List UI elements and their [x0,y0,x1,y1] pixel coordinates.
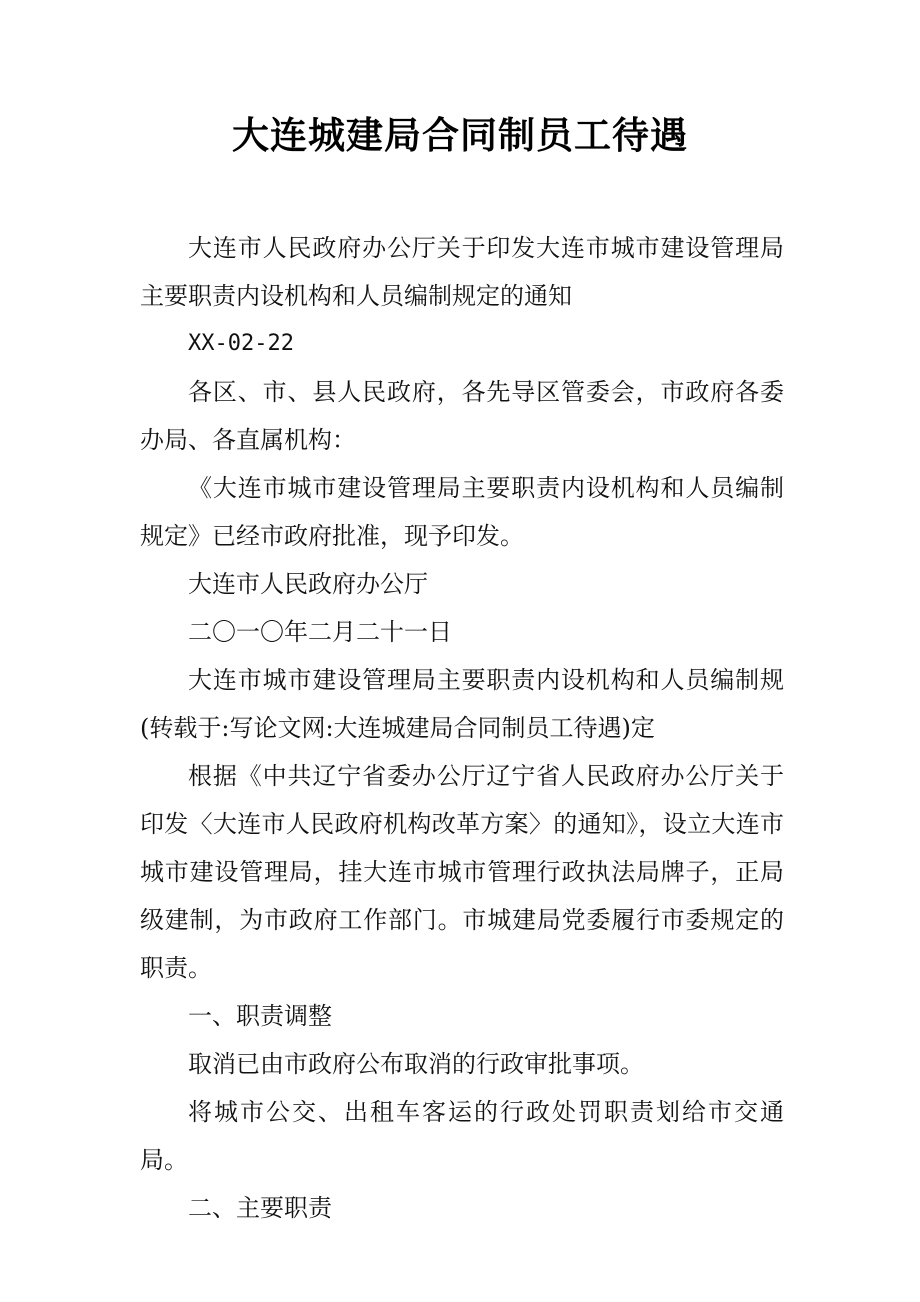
notice-heading-paragraph: 大连市人民政府办公厅关于印发大连市城市建设管理局主要职责内设机构和人员编制规定的通知 [140,234,784,310]
issuer-paragraph: 大连市人民政府办公厅 [188,570,428,598]
document-body [140,224,784,1232]
date-paragraph: XX-02-22 [188,331,294,356]
addressee-paragraph: 各区、市、县人民政府，各先导区管委会，市政府各委办局、各直属机构： [140,378,784,454]
section-heading-2: 二、主要职责 [188,1194,332,1222]
approval-paragraph: 《大连市城市建设管理局主要职责内设机构和人员编制规定》已经市政府批准，现予印发。 [140,474,784,550]
adjustment-item-2: 将城市公交、出租车客运的行政处罚职责划给市交通局。 [140,1098,784,1174]
document-title: 大连城建局合同制员工待遇 [232,114,688,157]
section-heading-1: 一、职责调整 [188,1002,332,1030]
issue-date-paragraph: 二〇一〇年二月二十一日 [188,618,452,646]
basis-paragraph: 根据《中共辽宁省委办公厅辽宁省人民政府办公厅关于印发〈大连市人民政府机构改革方案〉的通知》，设立大连市城市建设管理局，挂大连市城市管理行政执法局牌子，正局级建制，为市政府工作部门。市城建局党委履行市委规定的职责。 [140,762,784,982]
regulation-title-paragraph: 大连市城市建设管理局主要职责内设机构和人员编制规(转载于:写论文网:大连城建局合同制员工待遇)定 [140,666,784,742]
adjustment-item-1: 取消已由市政府公布取消的行政审批事项。 [188,1050,644,1078]
